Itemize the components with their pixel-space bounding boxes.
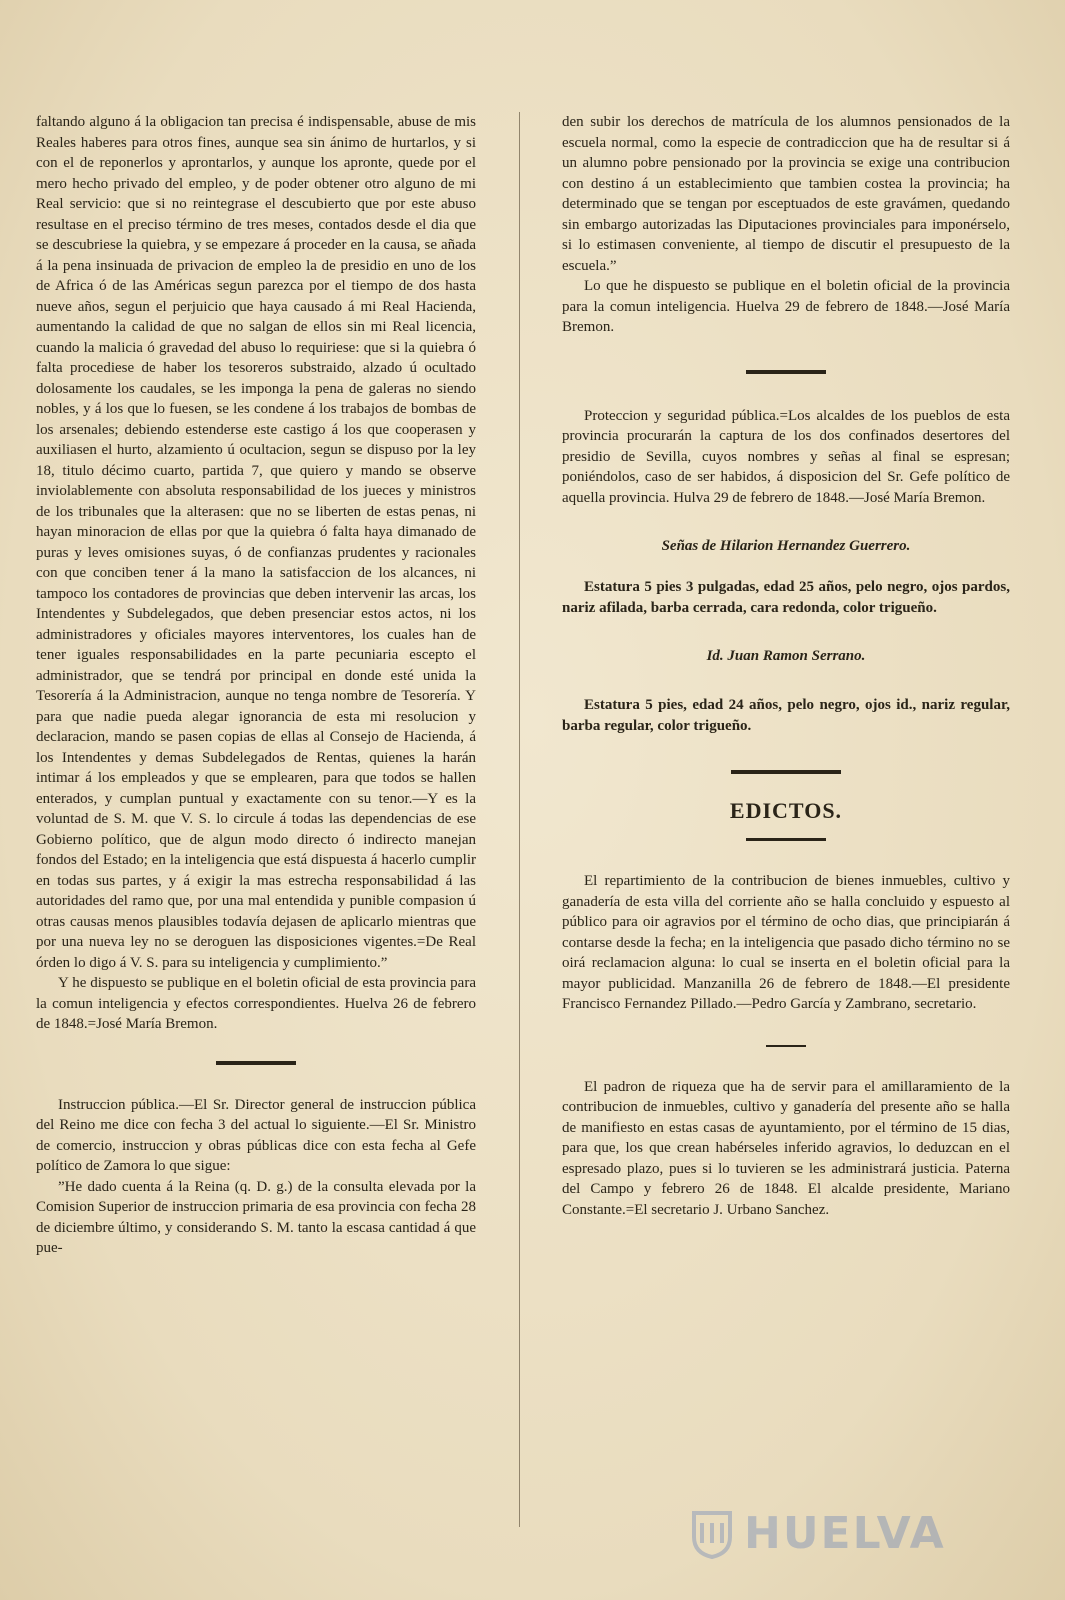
left-paragraph-decree: faltando alguno á la obligacion tan precisa é indispensable, abuse de mis Reales haberes para otros fines, aunque sea sin ánimo de hurtarlos, y si con el de reponerlos y aprontarlos, y aunque los apronte, quede por el mero hecho privado del empleo, y de poder obtener otro alguno de mi Real servicio: que si no reintegrase el descubierto que por este abuso resultase en el preciso término de tres meses, contados desde el dia que se descubriese la quiebra, y se empezare á proceder en la causa, se añada á la pena insinuada de privacion de empleo la de presidio en uno de los de Africa ó de las Américas segun parezca por el tiempo de dos hasta nueve años, segun el perjuicio que haya causado á mi Real Hacienda, aumentando la calidad de que no salgan de ellos sin mi Real licencia, cuando la malicia ó gravedad del abuso lo requiriese: que si la quiebra ó falta procediese de haber los tesoreros substraido, alzado ú ocultado dolosamente los caudales, se les imponga la pena de galeras no siendo nobles, y á los que lo fuesen, se les condene á los trabajos de bombas de los arsenales; debiendo estenderse este castigo á los que cooperasen y auxiliasen el hurto, alzamiento ú ocultacion, segun se dispuso por la ley 18, titulo décimo cuarto, partida 7, que quiero y mando se observe inviolablemente con absoluta responsabilidad de los jueces y ministros de los tribunales que la alterasen: que no se liberten de estas penas, ni hayan minoracion de ellas por que la quiebra ó falta haya dimanado de puras y leves omisiones suyas, ó de confianzas prudentes y racionales con que conciben tener á la mano la satisfaccion de los alcances, ni tampoco los contadores de provincias que deben intervenir las arcas, los Intendentes y Subdelegados, que deben presenciar estos actos, ni los administradores y oficiales mayores interventores, los cuales han de tener iguales responsabilidades en la parte pecuniaria escepto el administrador, que se tendrá por principal en donde esté unida la Tesorería á la Administracion, aunque no tenga nombre de Tesorería. Y para que nadie pueda alegar ignorancia de esta mi resolucion y declaracion, mando se pasen copias de ellas al Consejo de Hacienda, á los Intendentes y demas Subdelegados de Rentas, quienes la harán intimar á los empleados y que se emplearen, para que todos se hallen enterados, y cumplan puntual y exactamente con su tenor.—Y es la voluntad de S. M. que V. S. lo circule á todas las dependencias de ese Gobierno político, que de algun modo directo ó indirecto manejan fondos del Estado; en la inteligencia que está dispuesta á hacerlo cumplir en todas sus partes, y á exigir la mas estrecha responsabilidad á las autoridades del ramo que, por una mal entendida y punible compasion ú otras causas menos plausibles todavía dejasen de aplicarlo mientras que por una nueva ley no se deroguen las disposiciones vigentes.=De Real órden lo digo á V. S. para su inteligencia y cumplimiento.” <box>36 114 476 971</box>
left-paragraph-publication: Y he dispuesto se publique en el boletin oficial de esta provincia para la comun inteligencia y efectos correspondientes. Huelva 26 de febrero de 1848.=José María Bremon. <box>36 975 476 1032</box>
left-column <box>36 112 476 1259</box>
senas-heading-2: Id. Juan Ramon Serrano. <box>706 648 866 664</box>
edictos-title: EDICTOS. <box>729 798 843 823</box>
senas-description-2: Estatura 5 pies, edad 24 años, pelo negro, ojos id., nariz regular, barba regular, color trigueño. <box>562 697 1010 734</box>
crest-icon <box>690 1509 734 1559</box>
senas-description-1: Estatura 5 pies 3 pulgadas, edad 25 años, pelo negro, ojos pardos, nariz afilada, barba cerrada, cara redonda, color trigueño. <box>562 579 1010 616</box>
archive-watermark <box>690 1508 946 1559</box>
column-divider <box>519 112 520 1527</box>
right-paragraph-publication: Lo que he dispuesto se publique en el boletin oficial de la provincia para la comun inteligencia. Huelva 29 de febrero de 1848.—José María Bremon. <box>562 278 1010 335</box>
edicto-manzanilla: El repartimiento de la contribucion de bienes inmuebles, cultivo y ganadería de esta villa del corriente año se halla concluido y espuesto al público para oir agravios por el término de ocho dias, que principiarán á contarse desde la fecha; en la inteligencia que pasado dicho término no se oirá reclamacion alguna: lo cual se inserta en el boletin oficial para la mayor publicidad. Manzanilla 26 de febrero de 1848.—El presidente Francisco Fernandez Pillado.—Pedro García y Zambrano, secretario. <box>562 873 1010 1012</box>
right-paragraph-proteccion: Proteccion y seguridad pública.=Los alcaldes de los pueblos de esta provincia procurarán la captura de los dos confinados desertores del presidio de Sevilla, cuyos nombres y señas al final se espresan; poniéndolos, caso de ser habidos, á disposicion del Sr. Gefe político de aquella provincia. Hulva 29 de febrero de 1848.—José María Bremon. <box>562 407 1010 506</box>
right-column <box>562 112 1010 1220</box>
left-paragraph-consulta: ”He dado cuenta á la Reina (q. D. g.) de la consulta elevada por la Comision Superior de instruccion primaria de esa provincia con fecha 28 de diciembre último, y considerando S. M. tanto la escasa cantidad á que pue- <box>36 1178 476 1256</box>
watermark-text: HUELVA <box>744 1508 946 1559</box>
right-paragraph-matricula: den subir los derechos de matrícula de los alumnos pensionados de la escuela normal, como la especie de contradiccion que ha de resultar si á un alumno pobre pensionado por la provincia se exige una contribucion con destino á un establecimiento que tambien costea la provincia; ha determinado que se tengan por esceptuados de este gravámen, quedando sin embargo autorizadas las Diputaciones provinciales para imponérselo, si lo estimasen conveniente, al tiempo de discutir el presupuesto de la escuela.” <box>562 114 1010 274</box>
left-paragraph-instruccion: Instruccion pública.—El Sr. Director general de instruccion pública del Reino me dice con fecha 3 del actual lo siguiente.—El Sr. Ministro de comercio, instruccion y obras públicas dice con esta fecha al Gefe político de Zamora lo que sigue: <box>36 1096 476 1174</box>
senas-heading-1: Señas de Hilarion Hernandez Guerrero. <box>661 538 911 554</box>
edicto-paterna: El padron de riqueza que ha de servir para el amillaramiento de la contribucion de inmuebles, cultivo y ganadería del presente año se halla de manifiesto en estas casas de ayuntamiento, por el término de 15 dias, para que, los que crean habérseles inferido agravios, lo deduzcan en el espresado plazo, pues si lo tuvieren se les administrará justicia. Paterna del Campo y febrero 26 de 1848. El alcalde presidente, Mariano Constante.=El secretario J. Urbano Sanchez. <box>562 1078 1010 1218</box>
